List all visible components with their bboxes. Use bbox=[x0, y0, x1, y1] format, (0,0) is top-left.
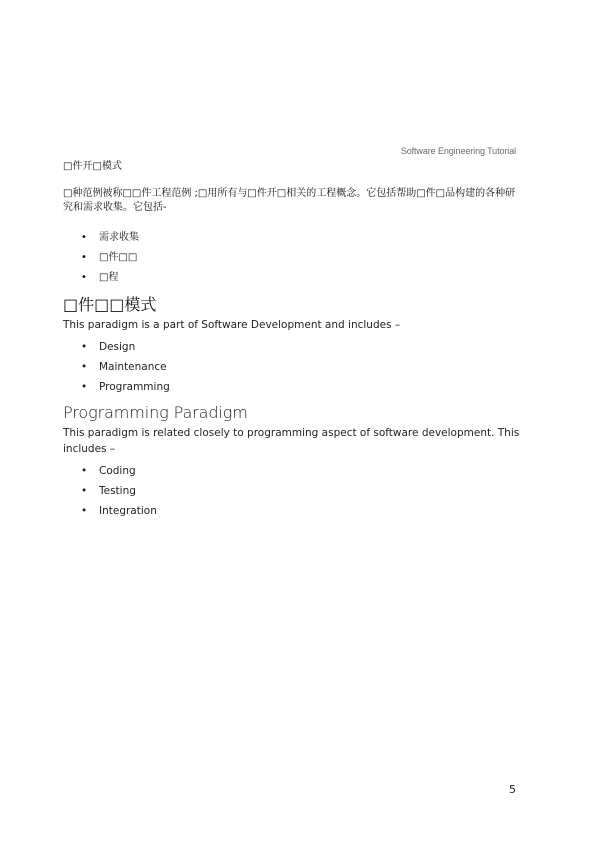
bullet-icon: • bbox=[81, 381, 88, 393]
section-paragraph: This paradigm is a part of Software Development and includes – bbox=[63, 319, 401, 331]
bullet-icon: • bbox=[81, 361, 88, 373]
list-item-text: Testing bbox=[99, 485, 136, 497]
list-item bbox=[63, 501, 523, 521]
section-paragraph: This paradigm is related closely to programming aspect of software development. This includes – bbox=[63, 427, 520, 455]
list-item-text: Coding bbox=[99, 465, 136, 477]
section-heading: Programming Paradigm bbox=[63, 403, 248, 422]
list-item-text: 需求收集 bbox=[99, 232, 139, 243]
list-item bbox=[63, 377, 523, 397]
bullet-icon: • bbox=[81, 505, 88, 517]
section-heading: □件开□模式 bbox=[63, 161, 122, 172]
bullet-list bbox=[63, 461, 523, 521]
bullet-icon: • bbox=[81, 252, 87, 263]
list-item-text: □程 bbox=[99, 272, 119, 283]
list-item bbox=[63, 481, 523, 501]
list-item bbox=[63, 357, 523, 377]
list-item-text: Design bbox=[99, 341, 136, 353]
list-item-text: Maintenance bbox=[99, 361, 167, 373]
section-paragraph: □种范例被称□□件工程范例 ;□用所有与□件开□相关的工程概念。它包括帮助□件□品构建的各种研究和需求收集。它包括- bbox=[63, 188, 516, 213]
bullet-icon: • bbox=[81, 272, 87, 283]
bullet-icon: • bbox=[81, 341, 88, 353]
bullet-list bbox=[63, 337, 523, 397]
section-heading: □件□□模式 bbox=[63, 295, 157, 314]
bullet-icon: • bbox=[81, 485, 88, 497]
list-item bbox=[63, 337, 523, 357]
list-item-text: Integration bbox=[99, 505, 157, 517]
list-item bbox=[63, 248, 523, 268]
bullet-icon: • bbox=[81, 465, 88, 477]
page-content bbox=[63, 160, 523, 521]
running-header: Software Engineering Tutorial bbox=[400, 146, 516, 156]
list-item-text: □件□□ bbox=[99, 252, 138, 263]
list-item bbox=[63, 268, 523, 288]
page-number: 5 bbox=[509, 783, 516, 796]
bullet-list bbox=[63, 228, 523, 288]
list-item-text: Programming bbox=[99, 381, 170, 393]
list-item bbox=[63, 461, 523, 481]
list-item bbox=[63, 228, 523, 248]
bullet-icon: • bbox=[81, 232, 87, 243]
